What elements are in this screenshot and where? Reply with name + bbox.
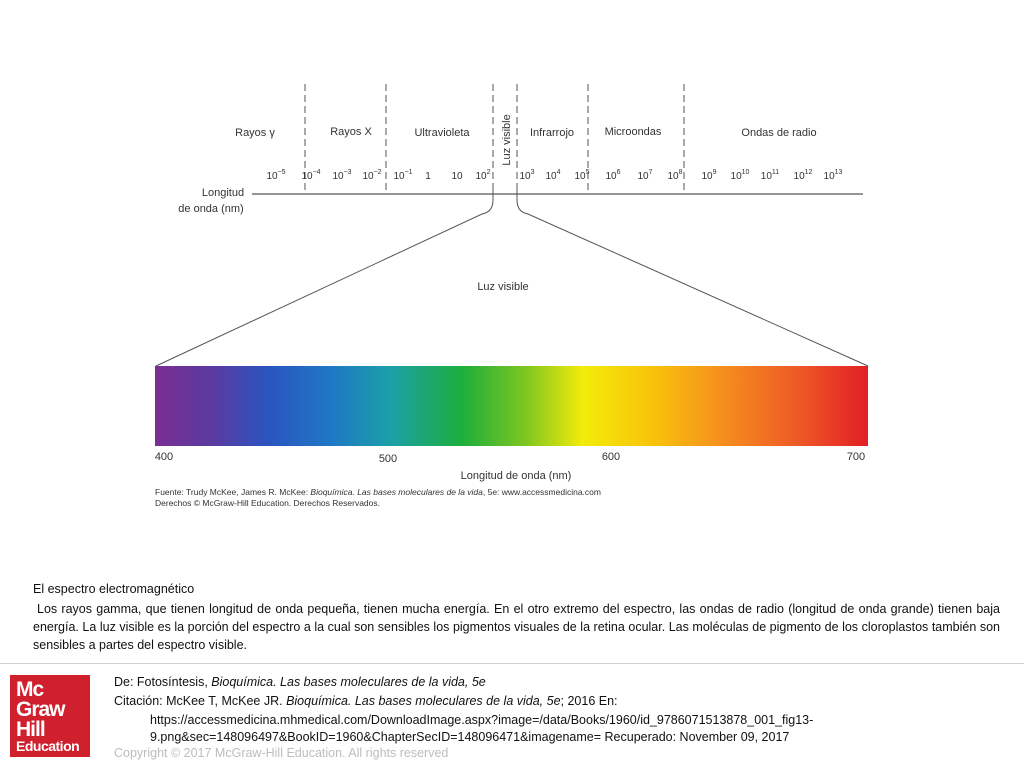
region-label-radio: Ondas de radio xyxy=(741,127,817,139)
region-label-xray: Rayos X xyxy=(330,126,372,138)
tick-label-13: $10^8$ xyxy=(667,169,683,182)
tick-label-18: $10^{13}$ xyxy=(823,169,843,182)
mcgraw-hill-logo: Mc Graw Hill Education xyxy=(10,675,90,757)
tick-label-7: $10^2$ xyxy=(475,169,491,182)
footer-divider xyxy=(0,663,1024,664)
funnel-right-line xyxy=(517,190,868,366)
tick-label-10: $10^5$ xyxy=(574,169,590,182)
region-label-gamma: Rayos γ xyxy=(235,127,275,139)
spectrum-tick-500: 500 xyxy=(378,453,398,465)
figure-caption xyxy=(33,580,1000,654)
tick-label-4: $10^{-1}$ xyxy=(393,169,413,182)
axis-label-line2: de onda (nm) xyxy=(178,203,244,215)
tick-label-6: 10 xyxy=(451,171,463,182)
source-credit-line2: Derechos © McGraw-Hill Education. Derechos Reservados. xyxy=(155,498,380,508)
tick-label-15: $10^{10}$ xyxy=(730,169,750,182)
citation-footer xyxy=(114,674,1004,760)
tick-label-3: $10^{-2}$ xyxy=(362,169,382,182)
region-label-microwave: Microondas xyxy=(604,126,662,138)
visible-spectrum-band xyxy=(155,366,868,446)
visible-light-label: Luz visible xyxy=(477,281,529,293)
tick-labels xyxy=(266,169,842,182)
from-line: De: Fotosíntesis, Bioquímica. Las bases moleculares de la vida, 5e xyxy=(114,675,486,689)
region-label-ultraviolet: Ultravioleta xyxy=(414,127,470,139)
funnel-left-line xyxy=(156,190,493,366)
caption-title: El espectro electromagnético xyxy=(33,582,195,596)
tick-label-16: $10^{11}$ xyxy=(760,169,780,182)
spectrum-axis-label: Longitud de onda (nm) xyxy=(460,470,572,482)
spectrum-tick-400: 400 xyxy=(154,451,174,463)
tick-label-8: $10^3$ xyxy=(519,169,535,182)
tick-label-0: $10^{-5}$ xyxy=(266,169,286,182)
axis-label-line1: Longitud xyxy=(201,187,245,199)
tick-label-12: $10^7$ xyxy=(637,169,653,182)
citation-url-line2: 9.png&sec=148096497&BookID=1960&ChapterSecID=148096471&imagename= Recuperado: November 09, 2017 xyxy=(150,730,790,744)
tick-label-11: $10^6$ xyxy=(605,169,621,182)
source-credit-line1: Fuente: Trudy McKee, James R. McKee: Bioquímica. Las bases moleculares de la vida, 5e: www.accessmedicina.com xyxy=(155,487,601,497)
citation-url-line1: https://accessmedicina.mhmedical.com/DownloadImage.aspx?image=/data/Books/1960/id_9786071513878_001_fig13- xyxy=(150,713,814,727)
tick-label-17: $10^{12}$ xyxy=(793,169,813,182)
citation-line: Citación: McKee T, McKee JR. Bioquímica. Las bases moleculares de la vida, 5e; 2016 En: xyxy=(114,694,618,708)
spectrum-tick-600: 600 xyxy=(601,451,621,463)
tick-label-1: $10^{-4}$ xyxy=(301,169,321,182)
copyright-notice: Copyright © 2017 McGraw-Hill Education. All rights reserved xyxy=(114,746,449,760)
region-label-infrared: Infrarrojo xyxy=(529,127,575,139)
tick-label-2: $10^{-3}$ xyxy=(332,169,352,182)
caption-body: Los rayos gamma, que tienen longitud de onda pequeña, tienen mucha energía. En el otro extremo del espectro, las ondas de radio (longitud de onda grande) tienen baja energía. La luz visible es la porción del espectro a la cual son sensibles los pigmentos visuales de la retina ocular. Las moléculas de pigmento de los cloroplastos también son sensibles a partes del espectro visible. xyxy=(33,602,1000,652)
tick-label-5: 1 xyxy=(425,171,431,182)
spectrum-tick-700: 700 xyxy=(846,451,866,463)
tick-label-9: $10^4$ xyxy=(545,169,561,182)
region-label-visible: Luz visible xyxy=(501,114,513,166)
tick-label-14: $10^9$ xyxy=(701,169,717,182)
